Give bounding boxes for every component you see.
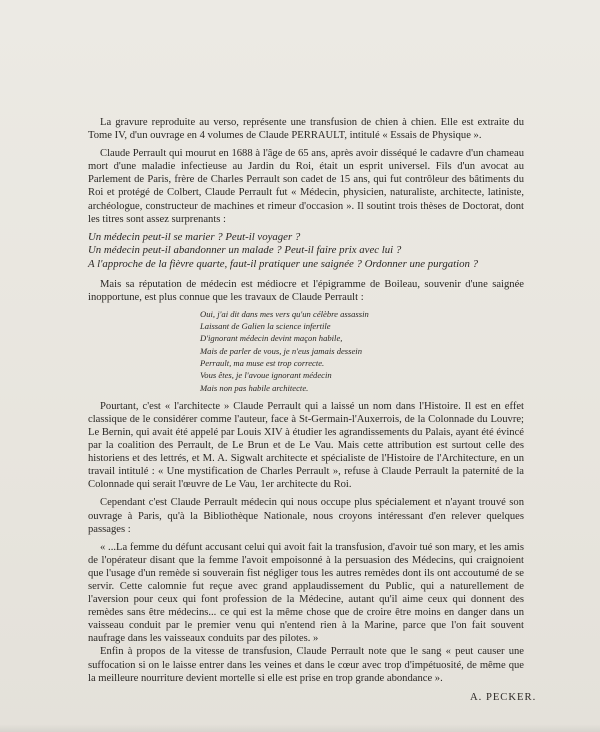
paragraph-biography: Claude Perrault qui mourut en 1688 à l'âge de 65 ans, après avoir disséqué le cadavre d'un chameau mort d'une maladie infectieuse au Jardin du Roi, était un esprit universel. Fils d'un avocat au Parlement de Paris, frère de Charles Perrault son cadet de 15 ans, qui fut contrôleur des bâtiments du Roi et protégé de Colbert, Claude Perrault fut « Médecin, physicien, naturaliste, architecte, latiniste, archéologue, constructeur de machines et rimeur d'occasion ». Il soutint trois thèses de Doctorat, dont les titres sont assez surprenants : (88, 148, 524, 225)
page-edge-shadow (0, 724, 600, 732)
poem-line: D'ignorant médecin devint maçon habile, (200, 333, 343, 344)
poem-line: Oui, j'ai dit dans mes vers qu'un célèbre assassin (200, 308, 369, 319)
paragraph-quotation: « ...La femme du défunt accusant celui qui avoit fait la transfusion, d'avoir tué son mary, et les amis de l'opérateur disant que la femme l'avoit empoisonné à la persuasion des Médecins, qui craignoient que l'usage d'un remède si souverain fist négliger tous les autres remèdes dont ils ont accoutumé de se servir. Cette calomnie fut reçue avec grand applaudissement du Public, qui a naturellement de l'aversion pour ceux qui font profession de la Médecine, autant qu'il aime ceux qui donnent des remèdes sans être médecins... ce qui est la même chose que de croire être moins en danger dans un vaisseau conduit par le premier venu qui n'entend rien à la Marine, parce que l'on fait souvent naufrage dans les vaisseaux conduits par des pilotes. » (88, 541, 524, 645)
paragraph-transfusion-speed: Enfin à propos de la vitesse de transfusion, Claude Perrault note que le sang « peut causer une suffocation si on le laisse entrer dans les veines et dans le cœur avec trop d'impétuosité, de même que la meilleure nourriture devient mortelle si elle est prise en trop grande abondance ». (88, 646, 524, 684)
poem-line: Mais de parler de vous, je n'eus jamais dessein (200, 345, 362, 356)
boileau-epigram (200, 308, 524, 394)
thesis-line: Un médecin peut-il abandonner un malade ? Peut-il faire prix avec lui ? (88, 244, 402, 257)
poem-line: Mais non pas habile architecte. (200, 382, 309, 393)
thesis-line: Un médecin peut-il se marier ? Peut-il voyager ? (88, 230, 301, 243)
paragraph-architecture: Pourtant, c'est « l'architecte » Claude Perrault qui a laissé un nom dans l'Histoire. Il est en effet classique de le considérer comme l'auteur, face à St-Germain-l'Auxerrois, de la Colonnade du Louvre; Le Bernin, qui avait été appelé par Louis XIV à étudier les agrandissements du Palais, ayant été évincé par la coalition des Perrault, de Le Brun et de Le Vau. Mais cette attribution est surtout celle des historiens et des lettrés, et M. A. Sigwalt architecte et spécialiste de l'Histoire de l'Architecture, en un travail intitulé : « Une mystification de Charles Perrault », refuse à Claude Perrault la paternité de la Colonnade qui serait l'œuvre de Le Vau, 1er architecte du Roi. (88, 400, 524, 491)
paragraph-reputation: Mais sa réputation de médecin est médiocre et l'épigramme de Boileau, souvenir d'une saignée inopportune, est plus connue que les travaux de Claude Perrault : (88, 278, 524, 303)
thesis-line: A l'approche de la fièvre quarte, faut-il pratiquer une saignée ? Ordonner une purgation ? (88, 257, 479, 270)
poem-line: Laissant de Galien la science infertile (200, 321, 331, 332)
article-body (88, 116, 524, 685)
paragraph-intro: La gravure reproduite au verso, représente une transfusion de chien à chien. Elle est extraite du Tome IV, d'un ouvrage en 4 volumes de Claude PERRAULT, intitulé « Essais de Physique ». (88, 117, 524, 142)
paragraph-medicine: Cependant c'est Claude Perrault médecin qui nous occupe plus spécialement et n'ayant trouvé son ouvrage à Paris, qu'à la Bibliothèque Nationale, nous croyons intéressant d'en relever quelques passages : (88, 497, 524, 535)
poem-line: Perrault, ma muse est trop correcte. (200, 357, 325, 368)
poem-line: Vous êtes, je l'avoue ignorant médecin (200, 370, 332, 381)
author-signature: A. PECKER. (470, 692, 537, 703)
theses-list (88, 231, 524, 272)
